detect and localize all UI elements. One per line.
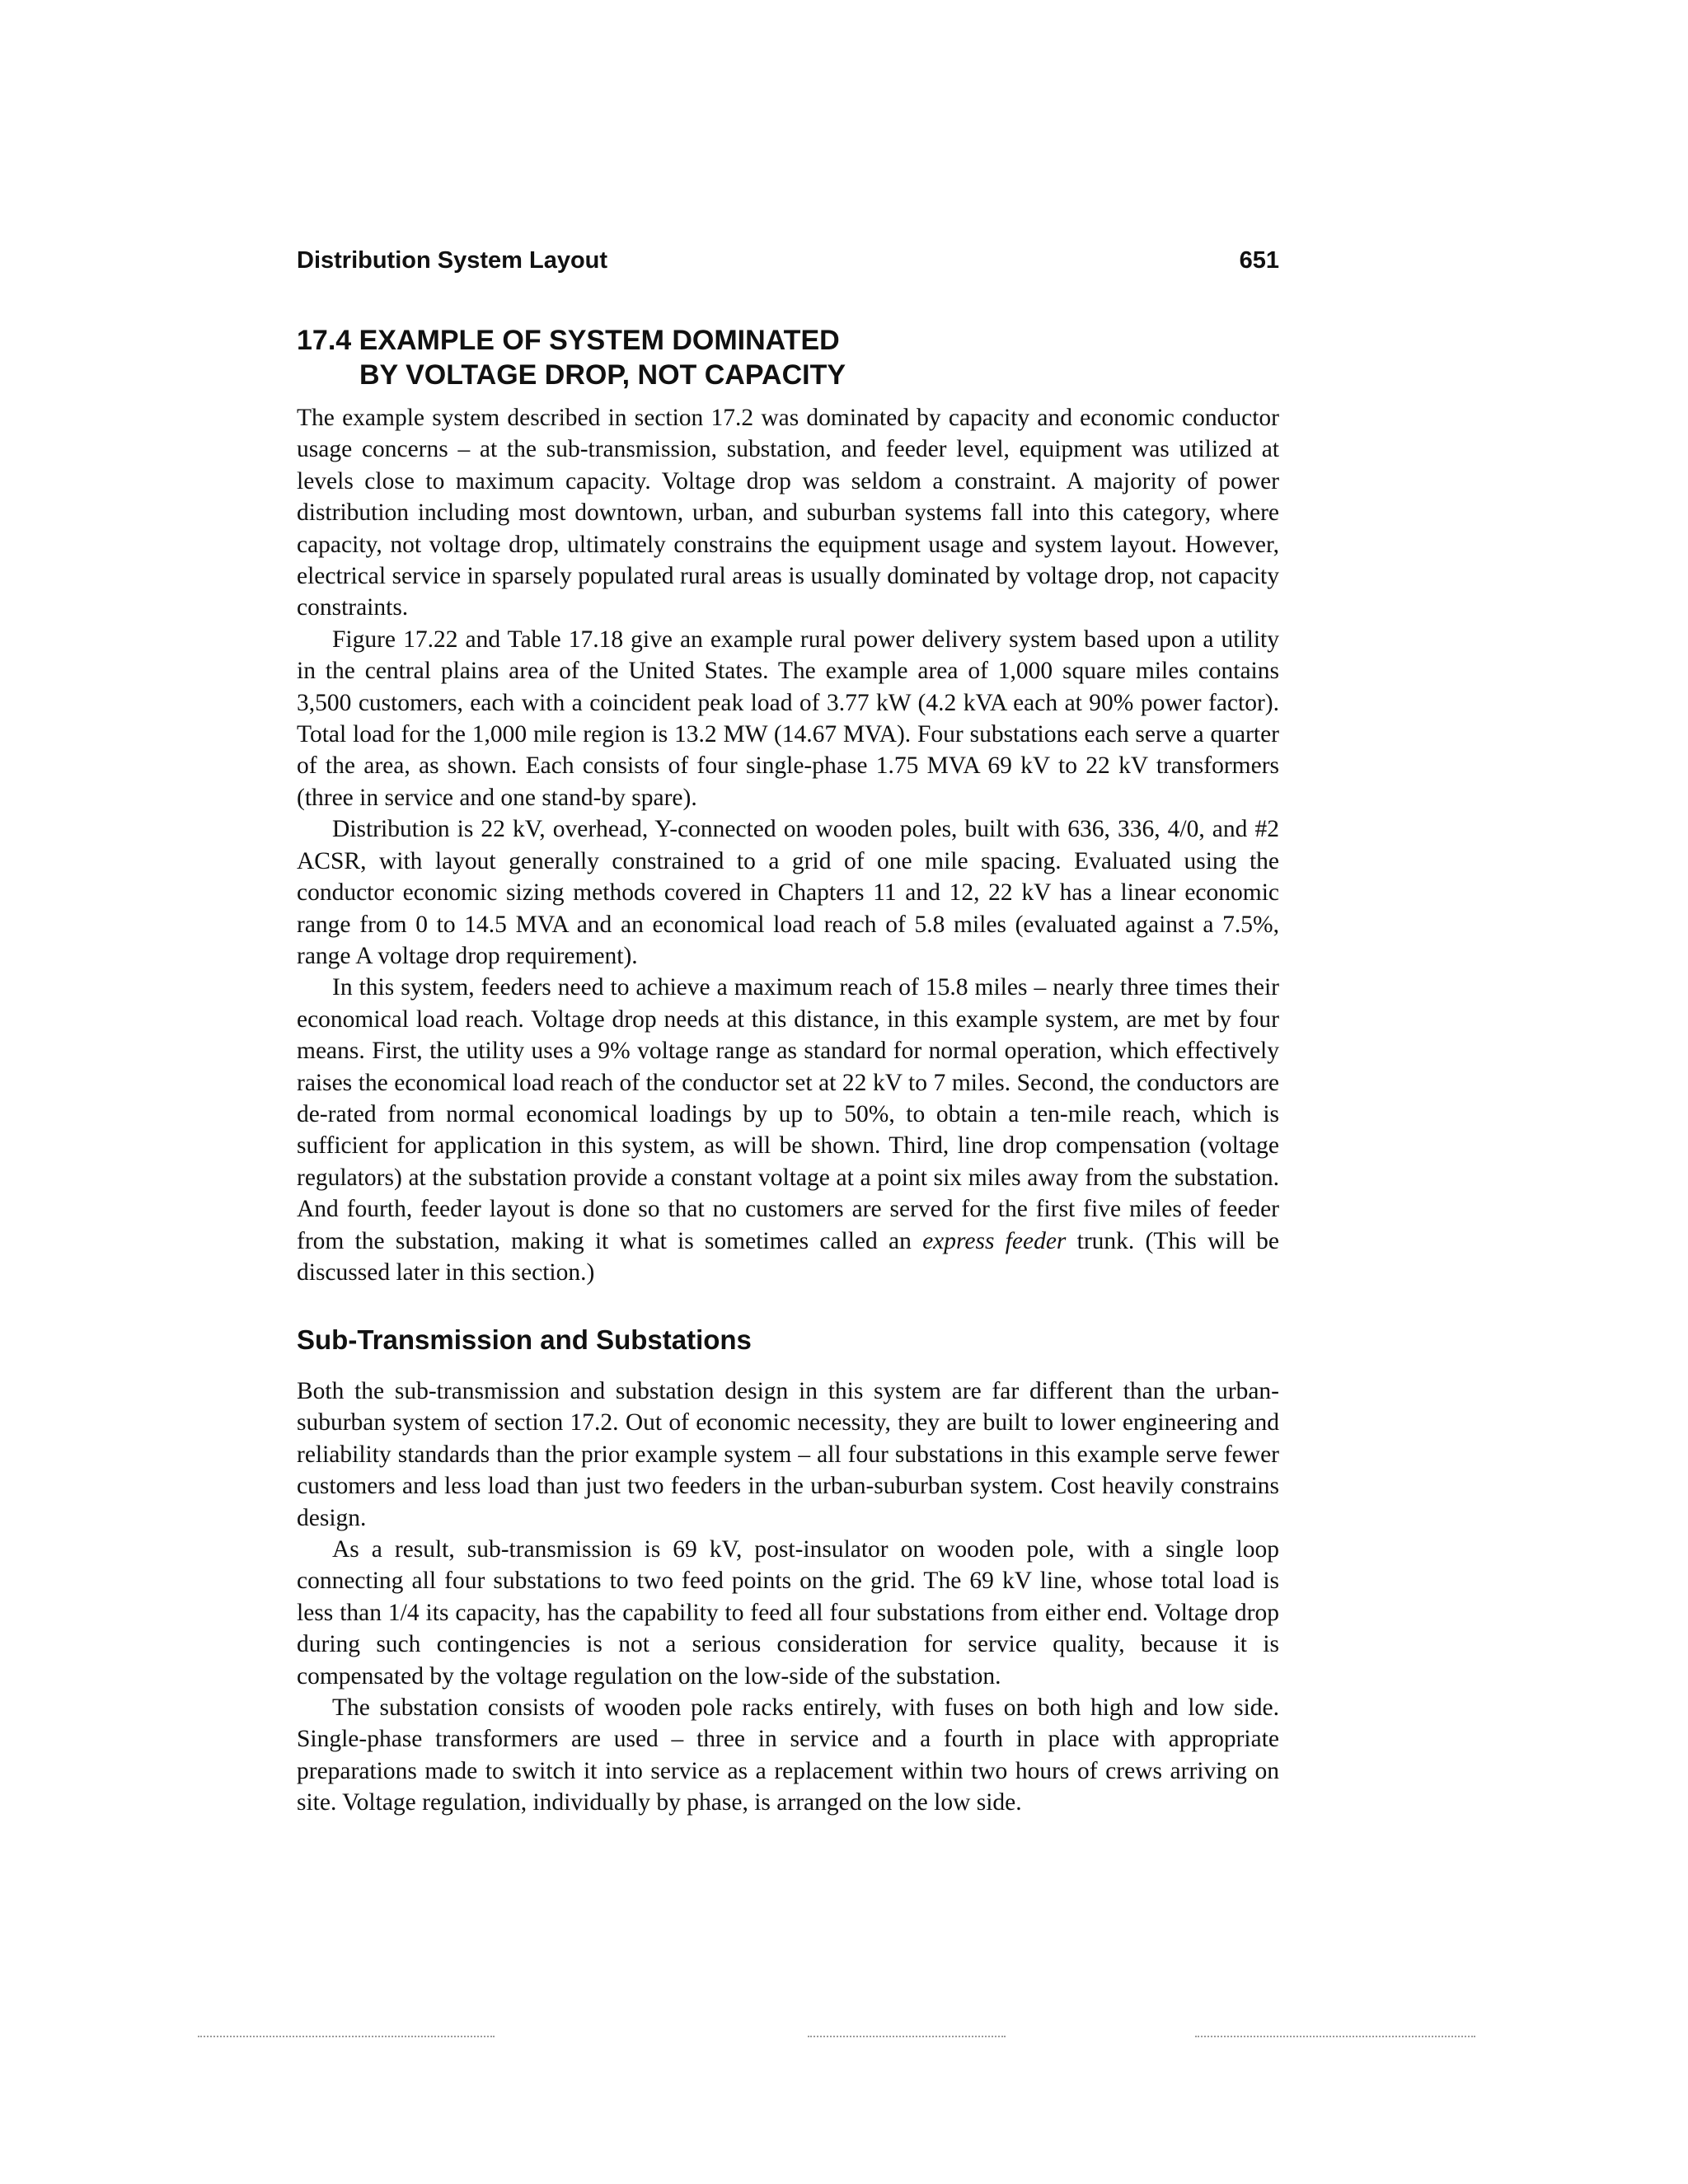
section-heading-line-2: BY VOLTAGE DROP, NOT CAPACITY — [359, 359, 846, 391]
scan-artifact-line — [1195, 2036, 1475, 2037]
body-paragraph: Figure 17.22 and Table 17.18 give an example rural power delivery system based upon a utility in the central plains area of the United States. The example area of 1,000 square miles contains 3,500 customers, each with a coincident peak load of 3.77 kW (4.2 kVA each at 90% power factor). Total load for the 1,000 mile region is 13.2 MW (14.67 MVA). Four substations each serve a quarter of the area, as shown. Each consists of four single-phase 1.75 MVA 69 kV to 22 kV transformers (three in service and one stand-by spare). — [297, 626, 1279, 811]
scan-artifact-line — [808, 2036, 1006, 2037]
body-paragraph: The example system described in section 17.2 was dominated by capacity and economic conductor usage concerns – at the sub-transmission, substation, and feeder level, equipment was utilized at levels close to maximum capacity. Voltage drop was seldom a constraint. A majority of power distribution including most downtown, urban, and suburban systems fall into this category, where capacity, not voltage drop, ultimately constrains the equipment usage and system layout. However, electrical service in sparsely populated rural areas is usually dominated by voltage drop, not capacity constraints. — [297, 405, 1279, 621]
section-heading-line-1: 17.4 EXAMPLE OF SYSTEM DOMINATED — [297, 325, 840, 356]
paragraph-text: trunk. (This will be discussed later in this section.) — [297, 1227, 1280, 1286]
scan-artifact-line — [198, 2036, 495, 2037]
section-heading — [297, 323, 1279, 392]
section-body — [297, 402, 1279, 1288]
body-paragraph: The substation consists of wooden pole racks entirely, with fuses on both high and low side. Single-phase transformers are used – three in service and a fourth in place with appropriate preparations made to switch it into service as a replacement within two hours of crews arriving on site. Voltage regulation, individually by phase, is arranged on the low side. — [297, 1694, 1279, 1816]
body-paragraph: Distribution is 22 kV, overhead, Y-connected on wooden poles, built with 636, 336, 4/0, and #2 ACSR, with layout generally constrained to a grid of one mile spacing. Evaluated using the conductor economic sizing methods covered in Chapters 11 and 12, 22 kV has a linear economic range from 0 to 14.5 MVA and an economical load reach of 5.8 miles (evaluated against a 7.5%, range A voltage drop requirement). — [297, 816, 1279, 969]
paragraph-text: In this system, feeders need to achieve a maximum reach of 15.8 miles – nearly three times their economical load reach. Voltage drop needs at this distance, in this example system, are met by four means. First, the utility uses a 9% voltage range as standard for normal operation, which effectively raises the economical load reach of the conductor set at 22 kV to 7 miles. Second, the conductors are de-rated from normal economical loadings by up to 50%, to obtain a ten-mile reach, which is sufficient for application in this system, as will be shown. Third, line drop compensation (voltage regulators) at the substation provide a constant voltage at a point six miles away from the substation. And fourth, feeder layout is done so that no customers are served for the first five miles of feeder from the substation, making it what is sometimes called an — [297, 974, 1279, 1254]
body-paragraph: As a result, sub-transmission is 69 kV, post-insulator on wooden pole, with a single loop connecting all four substations to two feed points on the grid. The 69 kV line, whose total load is less than 1/4 its capacity, has the capability to feed all four substations from either end. Voltage drop during such contingencies is not a serious consideration for service quality, because it is compensated by the voltage regulation on the low-side of the substation. — [297, 1536, 1279, 1690]
body-paragraph: Both the sub-transmission and substation design in this system are far different than the urban-suburban system of section 17.2. Out of economic necessity, they are built to lower engineering and reliability standards than the prior example system – all four substations in this example serve fewer customers and less load than just two feeders in the urban-suburban system. Cost heavily constrains design. — [297, 1378, 1279, 1531]
italic-term: express feeder — [922, 1227, 1067, 1254]
running-head — [297, 244, 1279, 277]
running-head-title: Distribution System Layout — [297, 247, 608, 274]
page-number: 651 — [1239, 247, 1279, 274]
body-paragraph — [297, 972, 1279, 1288]
subsection-heading: Sub-Transmission and Substations — [297, 1324, 752, 1355]
subsection-body — [297, 1376, 1279, 1819]
